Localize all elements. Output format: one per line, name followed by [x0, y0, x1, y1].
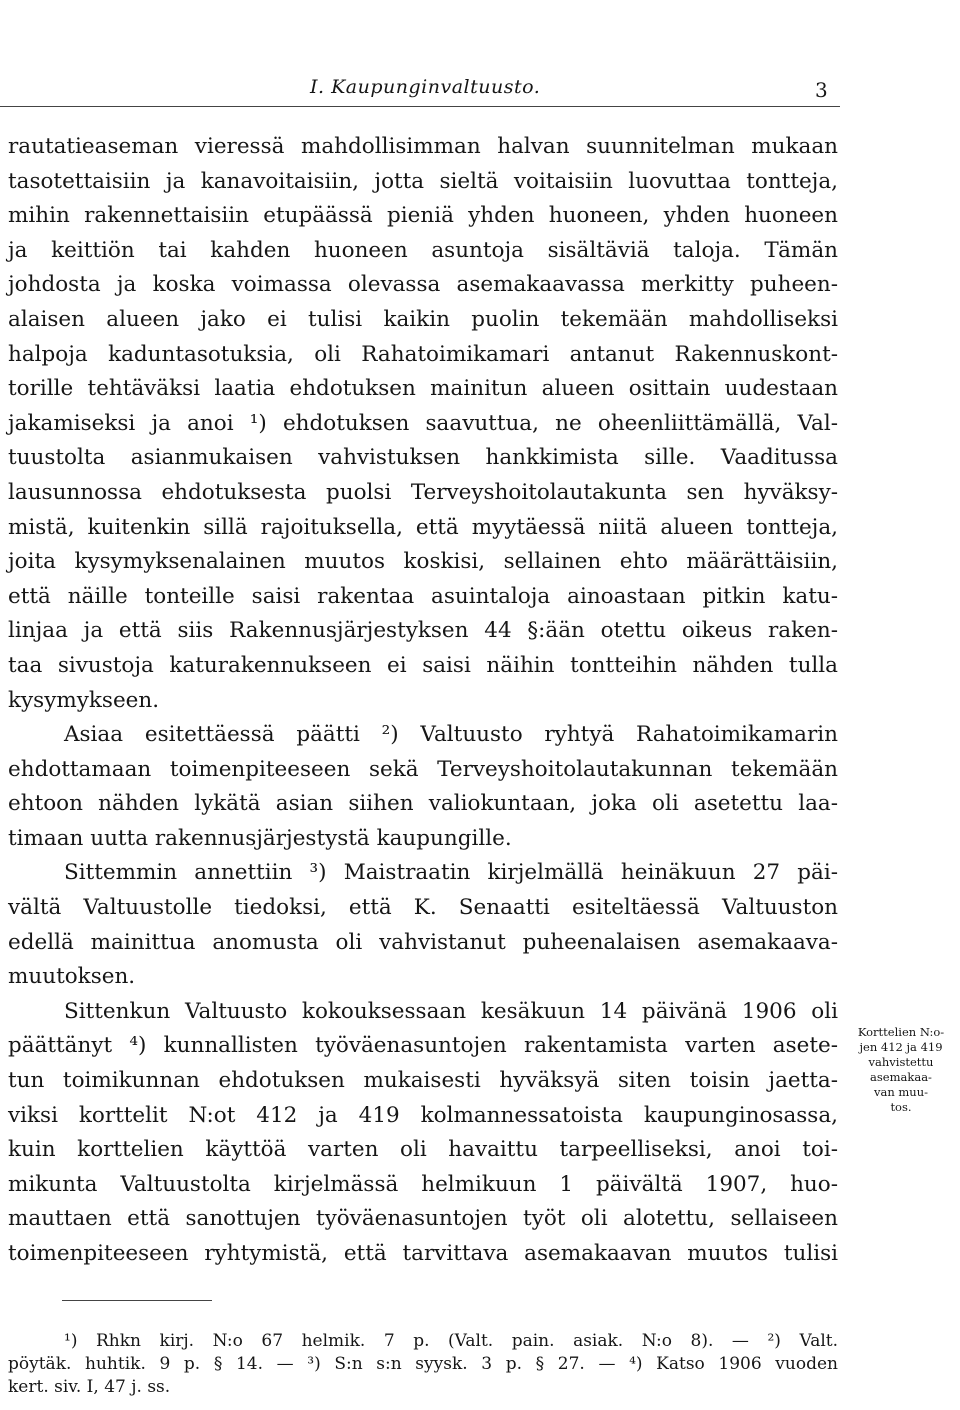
margin-note-line: vahvistettu	[868, 1055, 934, 1069]
text-line: mistä, kuitenkin sillä rajoituksella, että myytäessä niitä alueen tontteja,	[8, 514, 838, 540]
text-line: torille tehtäväksi laatia ehdotuksen mainitun alueen osittain uudestaan	[8, 376, 838, 402]
text-line: lausunnossa ehdotuksesta puolsi Terveyshoitolautakunta sen hyväksy-	[8, 479, 838, 505]
margin-note-line: jen 412 ja 419	[859, 1040, 943, 1054]
margin-note-line: van muu-	[873, 1085, 929, 1099]
text-line: edellä mainittua anomusta oli vahvistanut puheenalaisen asemakaava-	[8, 929, 838, 955]
paragraph-first-line: Asiaa esitettäessä päätti ²) Valtuusto ryhtyä Rahatoimikamarin	[64, 722, 838, 748]
text-line: taa sivustoja katurakennukseen ei saisi näihin tontteihin nähden tulla	[8, 652, 838, 678]
text-line: päättänyt ⁴) kunnallisten työväenasuntojen rakentamista varten asete-	[8, 1033, 838, 1059]
text-line: mauttaen että sanottujen työväenasuntojen työt oli alotettu, sellaiseen	[8, 1206, 838, 1232]
text-line: joita kysymyksenalainen muutos koskisi, sellainen ehto määrättäisiin,	[8, 549, 838, 575]
paragraph-first-line: Sittemmin annettiin ³) Maistraatin kirjelmällä heinäkuun 27 päi-	[64, 860, 838, 886]
text-line: muutoksen.	[8, 964, 136, 990]
page-number: 3	[815, 78, 828, 102]
body-text	[8, 130, 838, 1272]
text-line: toimenpiteeseen ryhtymistä, että tarvittava asemakaavan muutos tulisi	[8, 1241, 838, 1266]
text-line: tun toimikunnan ehdotuksen mukaisesti hyväksyä siten toisin jaetta-	[8, 1068, 838, 1094]
margin-note-line: Korttelien N:o-	[857, 1025, 945, 1039]
text-line: viksi korttelit N:ot 412 ja 419 kolmannessatoista kaupunginosassa,	[8, 1102, 838, 1128]
margin-note	[845, 1025, 957, 1115]
text-line: timaan uutta rakennusjärjestystä kaupungille.	[8, 825, 512, 851]
footnote-line: pöytäk. huhtik. 9 p. § 14. — ³) S:n s:n syysk. 3 p. § 27. — ⁴) Katso 1906 vuoden	[8, 1354, 838, 1374]
text-line: mikunta Valtuustolta kirjelmässä helmikuun 1 päivältä 1907, huo-	[8, 1171, 838, 1197]
footnote-rule	[62, 1300, 212, 1301]
text-line: halpoja kaduntasotuksia, oli Rahatoimikamari antanut Rakennuskont-	[8, 341, 838, 367]
page-header	[0, 70, 960, 104]
text-line: ehdottamaan toimenpiteeseen sekä Terveyshoitolautakunnan tekemään	[8, 756, 838, 782]
text-line: vältä Valtuustolle tiedoksi, että K. Senaatti esiteltäessä Valtuuston	[8, 895, 838, 921]
text-line: alaisen alueen jako ei tulisi kaikin puolin tekemään mahdolliseksi	[8, 306, 838, 332]
text-line: linjaa ja että siis Rakennusjärjestyksen 44 §:ään otettu oikeus raken-	[8, 618, 838, 644]
margin-note-line: tos.	[890, 1100, 912, 1114]
running-head: I. Kaupunginvaltuusto.	[310, 76, 541, 98]
text-line: että näille tonteille saisi rakentaa asuintaloja ainoastaan pitkin katu-	[8, 583, 838, 609]
header-rule	[0, 106, 840, 107]
footnotes	[8, 1330, 838, 1399]
text-line: johdosta ja koska voimassa olevassa asemakaavassa merkitty puheen-	[8, 272, 838, 298]
text-line: rautatieaseman vieressä mahdollisimman halvan suunnitelman mukaan	[8, 134, 838, 159]
margin-note-line: asemakaa-	[870, 1070, 932, 1084]
text-line: ja keittiön tai kahden huoneen asuntoja sisältäviä taloja. Tämän	[8, 237, 838, 263]
text-line: mihin rakennettaisiin etupäässä pieniä yhden huoneen, yhden huoneen	[8, 203, 838, 229]
text-line: tuustolta asianmukaisen vahvistuksen hankkimista sille. Vaaditussa	[8, 445, 838, 471]
footnote-line: ¹) Rhkn kirj. N:o 67 helmik. 7 p. (Valt. pain. asiak. N:o 8). — ²) Valt.	[64, 1331, 838, 1351]
text-line: ehtoon nähden lykätä asian siihen valiokuntaan, joka oli asetettu laa-	[8, 791, 838, 817]
text-line: kuin korttelien käyttöä varten oli havaittu tarpeelliseksi, anoi toi-	[8, 1137, 838, 1163]
footnote-line: kert. siv. I, 47 j. ss.	[8, 1377, 171, 1397]
text-line: kysymykseen.	[8, 687, 160, 713]
paragraph-first-line: Sittenkun Valtuusto kokouksessaan kesäkuun 14 päivänä 1906 oli	[64, 998, 838, 1024]
text-line: jakamiseksi ja anoi ¹) ehdotuksen saavuttua, ne oheenliittämällä, Val-	[8, 410, 838, 436]
text-line: tasotettaisiin ja kanavoitaisiin, jotta sieltä voitaisiin luovuttaa tontteja,	[8, 168, 838, 194]
